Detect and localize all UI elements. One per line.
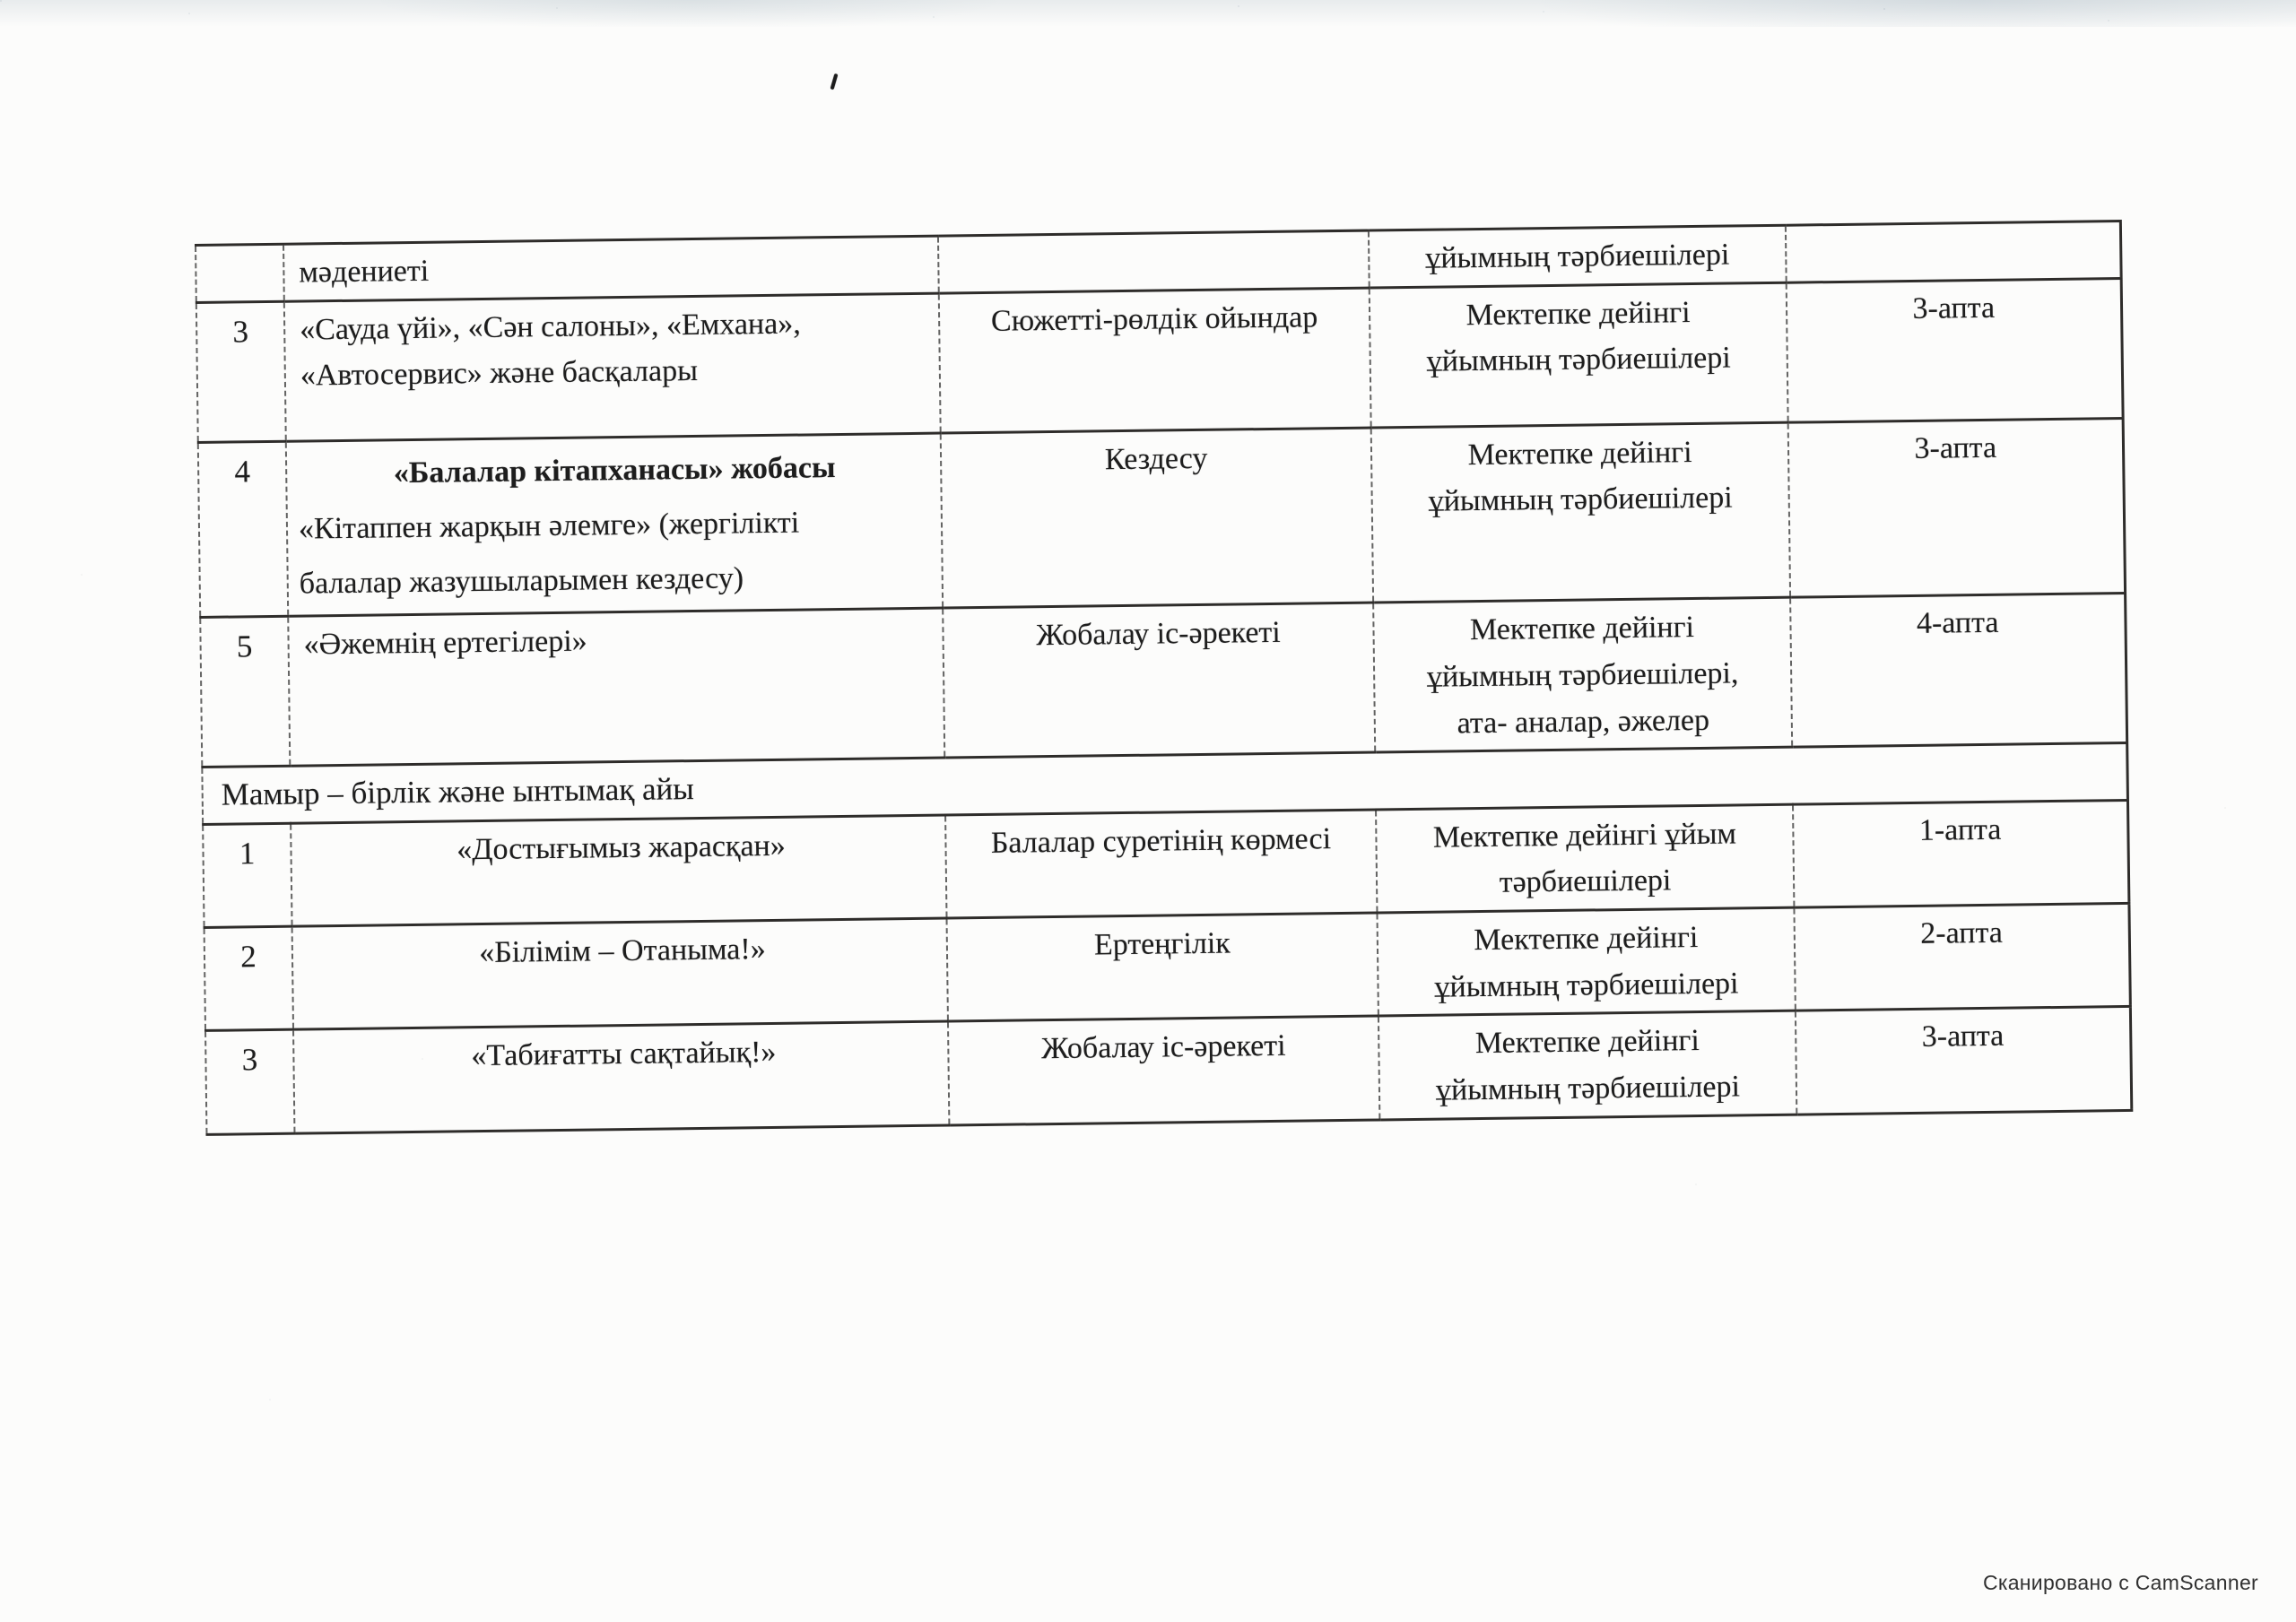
cell-responsible: [1376, 804, 1794, 913]
responsible-line: ата- аналар, әжелер: [1457, 703, 1710, 740]
responsible-line: Мектепке дейінгі: [1467, 435, 1692, 472]
cell-week: 3-апта: [1787, 278, 2123, 422]
responsible-line: ұйымның тәрбиешілері: [1426, 341, 1731, 379]
responsible-line: тәрбиешілері: [1499, 863, 1672, 900]
section-header: Мамыр – бірлік және ынтымақ айы: [202, 743, 2127, 824]
responsible-line: Мектепке дейінгі: [1474, 921, 1699, 958]
cell-responsible: [1378, 1011, 1796, 1120]
cell-form: Жобалау іс-әрекеті: [943, 603, 1375, 758]
responsible-line: ұйымның тәрбиешілері,: [1426, 656, 1739, 694]
theme-line: «Автосервис» және басқалары: [300, 353, 699, 393]
cell-form: Сюжетті-рөлдік ойындар: [939, 288, 1371, 433]
cell-week: [1786, 221, 2121, 282]
cell-responsible: [1373, 597, 1792, 752]
cell-responsible: ұйымның тәрбиешілері: [1369, 225, 1787, 288]
scan-speckles: [0, 0, 2, 2]
responsible-line: Мектепке дейінгі: [1469, 611, 1695, 647]
cell-number: 1: [203, 823, 291, 928]
cell-theme: [288, 608, 944, 766]
cell-number: 2: [204, 926, 293, 1031]
scan-noise-band: [0, 0, 2296, 27]
cell-week: 3-апта: [1796, 1007, 2131, 1115]
responsible-line: Мектепке дейінгі ұйым: [1432, 817, 1737, 854]
theme-line: «Әжемнің ертегілері»: [303, 624, 587, 662]
theme-line: балалар жазушыларымен кездесу): [299, 561, 744, 601]
activity-plan-table: [195, 220, 2130, 1136]
cell-theme: [286, 433, 943, 617]
cell-form: Ертеңгілік: [947, 913, 1378, 1021]
cell-form: Жобалау іс-әрекеті: [948, 1016, 1379, 1124]
cell-number: 5: [200, 616, 290, 767]
cell-theme: «Білімім – Отаныма!»: [292, 918, 948, 1030]
responsible-line: ұйымның тәрбиешілері: [1434, 967, 1739, 1004]
cell-theme: мәдениеті: [283, 236, 939, 301]
theme-title: «Балалар кітапханасы» жобасы: [393, 450, 836, 490]
cell-number: 4: [198, 441, 288, 618]
cell-number: 3: [205, 1030, 294, 1135]
table-row-april-4: [198, 418, 2125, 618]
cell-form: [938, 230, 1370, 293]
cell-theme: «Достығымыз жарасқан»: [291, 815, 946, 927]
theme-line: «Кітаппен жарқын әлемге» (жергілікті: [298, 506, 800, 546]
cell-theme: «Табиғатты сақтайық!»: [293, 1021, 949, 1133]
cell-form: Кездесу: [941, 428, 1373, 609]
responsible-line: Мектепке дейінгі: [1465, 295, 1691, 332]
table-row-april-3: [196, 278, 2123, 442]
cell-number: [196, 244, 284, 302]
responsible-line: Мектепке дейінгі: [1474, 1024, 1700, 1061]
cell-week: 1-апта: [1793, 800, 2128, 907]
table-row-april-5: [200, 594, 2126, 768]
cell-responsible: [1370, 282, 1788, 428]
cell-week: 2-апта: [1794, 904, 2129, 1011]
responsible-line: ұйымның тәрбиешілері: [1428, 481, 1733, 519]
cell-form: Балалар суретінің көрмесі: [945, 810, 1377, 918]
cell-number: 3: [196, 301, 286, 442]
cell-responsible: [1377, 907, 1795, 1016]
stray-pen-mark: [831, 74, 839, 90]
theme-line: «Сауда үйі», «Сән салоны», «Емхана»,: [299, 307, 801, 347]
cell-theme: [284, 293, 941, 441]
plan-table: [195, 220, 2133, 1136]
cell-responsible: [1371, 422, 1790, 603]
cell-week: 4-апта: [1790, 594, 2126, 748]
cell-week: 3-апта: [1788, 418, 2125, 597]
responsible-line: ұйымның тәрбиешілері: [1435, 1070, 1741, 1107]
camscanner-watermark: Сканировано с CamScanner: [1982, 1571, 2258, 1594]
